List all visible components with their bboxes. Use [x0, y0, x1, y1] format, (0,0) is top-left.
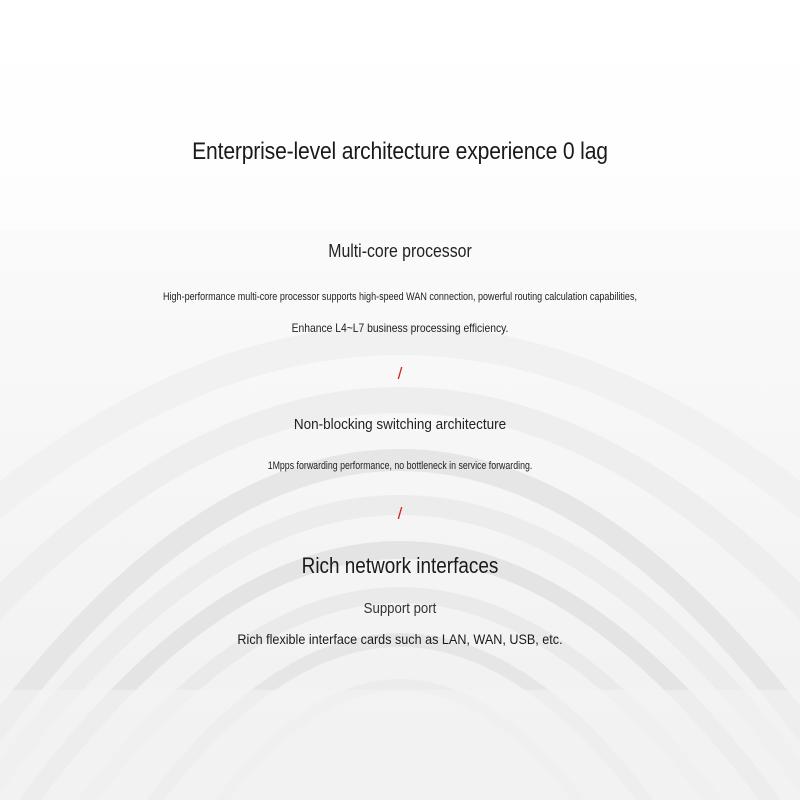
section-body-multicore-line2: Enhance L4~L7 business processing efficiency. [291, 321, 509, 335]
section-body-switching: 1Mpps forwarding performance, no bottleneck in service forwarding. [267, 460, 533, 472]
section-heading-interfaces: Rich network interfaces [301, 553, 499, 578]
section-subheading-interfaces: Support port [363, 600, 437, 617]
section-heading-multicore: Multi-core processor [328, 241, 472, 261]
section-body-interfaces: Rich flexible interface cards such as LAN, WAN, USB, etc. [237, 631, 563, 647]
page-title: Enterprise-level architecture experience 0 lag [192, 138, 608, 165]
section-body-multicore-line1: High-performance multi-core processor supports high-speed WAN connection, powerful routing calculation capabilities, [163, 291, 637, 303]
section-heading-switching: Non-blocking switching architecture [293, 416, 507, 433]
slash-divider-icon: / [397, 504, 403, 523]
slash-divider-icon: / [397, 364, 403, 383]
